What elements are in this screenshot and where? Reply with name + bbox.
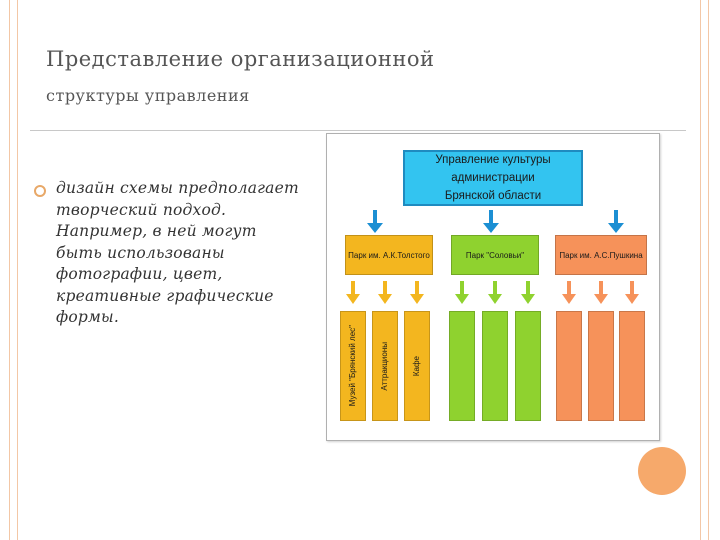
leaf-cafe-label: Кафе xyxy=(412,355,421,377)
arrow-to-park-solovyi xyxy=(483,210,499,233)
leaf-green-1 xyxy=(449,311,475,421)
park-pushkin-box: Парк им. А.С.Пушкина xyxy=(555,235,647,275)
leaf-museum-bryansk-forest xyxy=(340,311,366,421)
decor-line-left-1 xyxy=(9,0,10,540)
slide-title-line-2: структуры управления xyxy=(46,86,250,105)
bullet-circle-icon xyxy=(34,185,46,197)
arrow-to-park-tolstoy xyxy=(367,210,383,233)
slide-title-line-1: Представление организационной xyxy=(46,47,435,71)
arrow-to-green-leaf-2 xyxy=(488,281,502,304)
decor-line-left-2 xyxy=(17,0,18,540)
arrow-to-salmon-leaf-3 xyxy=(625,281,639,304)
org-structure-diagram xyxy=(326,133,660,441)
arrow-to-green-leaf-1 xyxy=(455,281,469,304)
arrow-to-park-pushkin xyxy=(608,210,624,233)
title-divider xyxy=(30,130,686,131)
leaf-attractions-label: Аттракционы xyxy=(380,341,389,391)
leaf-salmon-2 xyxy=(588,311,614,421)
leaf-green-3 xyxy=(515,311,541,421)
arrow-to-leaf-cafe xyxy=(410,281,424,304)
top-box-culture-department: Управление культуры администрации Брянской области xyxy=(403,150,583,206)
decor-line-right-1 xyxy=(700,0,701,540)
leaf-salmon-1 xyxy=(556,311,582,421)
slide-title xyxy=(46,42,606,110)
park-solovyi-box: Парк "Соловьи" xyxy=(451,235,539,275)
decor-line-right-2 xyxy=(708,0,709,540)
arrow-to-salmon-leaf-1 xyxy=(562,281,576,304)
bullet-text: дизайн схемы предполагает творческий подход. Например, в ней могут быть использованы фотографии, цвет, креативные графические формы. xyxy=(56,179,299,326)
arrow-to-green-leaf-3 xyxy=(521,281,535,304)
park-tolstoy-box: Парк им. А.К.Толстого xyxy=(345,235,433,275)
arrow-to-leaf-museum xyxy=(346,281,360,304)
arrow-to-leaf-attractions xyxy=(378,281,392,304)
leaf-cafe xyxy=(404,311,430,421)
leaf-museum-label: Музей "Брянский лес" xyxy=(348,325,357,407)
arrow-to-salmon-leaf-2 xyxy=(594,281,608,304)
leaf-salmon-3 xyxy=(619,311,645,421)
leaf-green-2 xyxy=(482,311,508,421)
leaf-attractions xyxy=(372,311,398,421)
decor-circle xyxy=(638,447,686,495)
